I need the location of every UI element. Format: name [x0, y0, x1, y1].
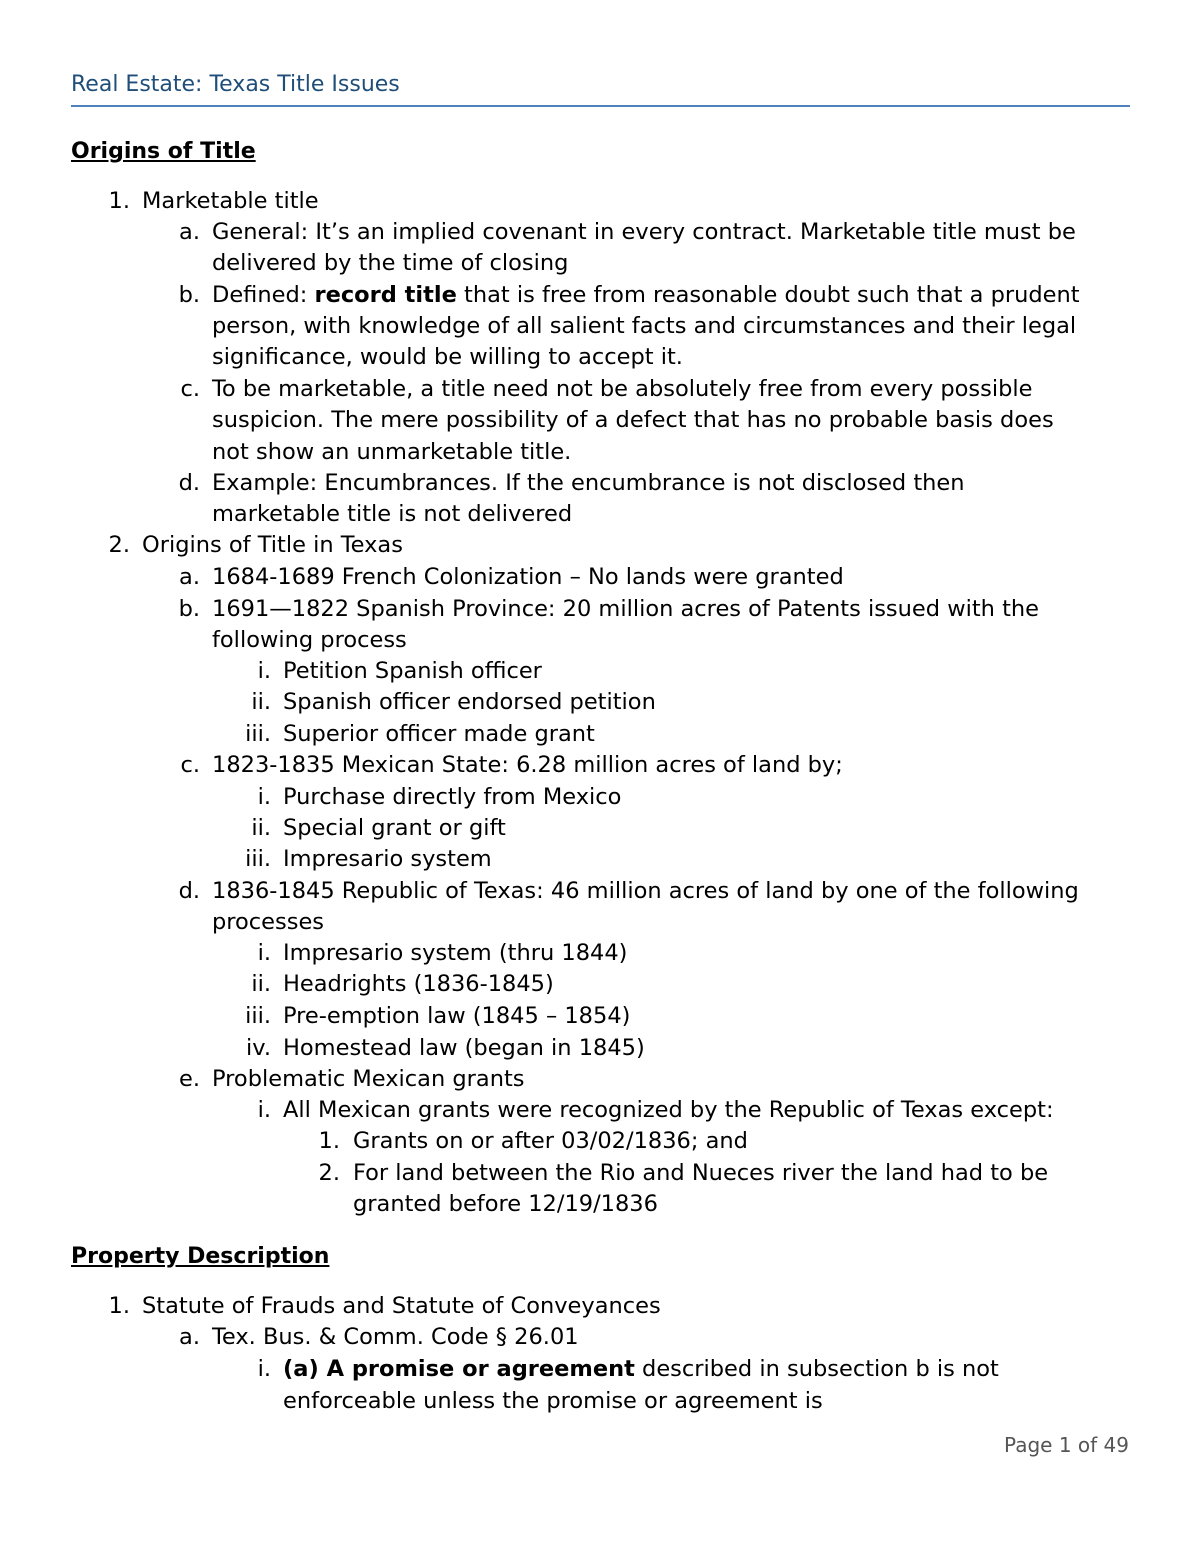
list-marker: ii.: [251, 689, 271, 715]
list-marker: iii.: [245, 1003, 271, 1029]
list-marker: d.: [178, 878, 200, 904]
list-marker: iii.: [245, 846, 271, 872]
list-item-text: Marketable title: [142, 188, 319, 214]
list-item-text: person, with knowledge of all salient facts and circumstances and their legal: [212, 313, 1077, 339]
list-item-text: To be marketable, a title need not be absolutely free from every possible: [212, 376, 1033, 402]
list-item-text: 1691—1822 Spanish Province: 20 million acres of Patents issued with the: [212, 596, 1040, 622]
list-item-text: marketable title is not delivered: [212, 501, 573, 527]
list-marker: d.: [178, 470, 200, 496]
list-item-text: Purchase directly from Mexico: [283, 784, 622, 810]
section-heading-property: Property Description: [71, 1244, 330, 1269]
list-item-text: 1836-1845 Republic of Texas: 46 million acres of land by one of the following: [212, 878, 1079, 904]
list-marker: i.: [257, 1097, 271, 1123]
list-item-text: [212, 280, 1080, 311]
list-item-text: Petition Spanish officer: [283, 658, 542, 684]
list-marker: iv.: [246, 1035, 271, 1061]
document-header-title: Real Estate: Texas Title Issues: [71, 72, 400, 97]
list-item-text: Impresario system: [283, 846, 492, 872]
list-marker: a.: [179, 219, 200, 245]
list-item-text: Homestead law (began in 1845): [283, 1035, 645, 1061]
list-marker: ii.: [251, 815, 271, 841]
list-item-text: Impresario system (thru 1844): [283, 940, 628, 966]
list-marker: 1.: [108, 188, 130, 214]
list-item-text: Special grant or gift: [283, 815, 506, 841]
list-marker: i.: [257, 940, 271, 966]
text-run: described in subsection b is not: [634, 1356, 999, 1382]
text-run: that is free from reasonable doubt such that a prudent: [456, 282, 1080, 308]
list-marker: a.: [179, 1324, 200, 1350]
list-marker: 2.: [108, 532, 130, 558]
list-marker: c.: [180, 752, 200, 778]
list-item-text: not show an unmarketable title.: [212, 439, 572, 465]
list-marker: ii.: [251, 971, 271, 997]
section-heading-origins: Origins of Title: [71, 139, 256, 164]
list-marker: iii.: [245, 721, 271, 747]
list-item-text: following process: [212, 627, 407, 653]
list-item-text: Pre-emption law (1845 – 1854): [283, 1003, 631, 1029]
list-item-text: Example: Encumbrances. If the encumbrance is not disclosed then: [212, 470, 965, 496]
header-divider: [71, 105, 1130, 107]
list-item-text: All Mexican grants were recognized by the Republic of Texas except:: [283, 1097, 1054, 1123]
bold-term-promise-agreement: (a) A promise or agreement: [283, 1356, 635, 1382]
list-item-text: Origins of Title in Texas: [142, 532, 403, 558]
list-item-text: General: It’s an implied covenant in every contract. Marketable title must be: [212, 219, 1076, 245]
list-item-text: Spanish officer endorsed petition: [283, 689, 656, 715]
list-marker: c.: [180, 376, 200, 402]
list-marker: i.: [257, 658, 271, 684]
page-number: Page 1 of 49: [1004, 1433, 1129, 1457]
list-item-text: enforceable unless the promise or agreement is: [283, 1388, 823, 1414]
list-marker: 2.: [318, 1160, 340, 1186]
list-marker: 1.: [318, 1128, 340, 1154]
list-item-text: [283, 1354, 999, 1385]
list-item-text: granted before 12/19/1836: [353, 1191, 658, 1217]
list-item-text: Headrights (1836-1845): [283, 971, 554, 997]
text-run: Defined:: [212, 282, 315, 308]
bold-term-record-title: record title: [314, 282, 457, 308]
list-marker: 1.: [108, 1293, 130, 1319]
list-item-text: processes: [212, 909, 325, 935]
list-marker: i.: [257, 1356, 271, 1382]
list-marker: b.: [178, 596, 200, 622]
list-item-text: significance, would be willing to accept it.: [212, 344, 683, 370]
list-item-text: delivered by the time of closing: [212, 250, 569, 276]
list-marker: e.: [179, 1066, 200, 1092]
list-item-text: Statute of Frauds and Statute of Conveyances: [142, 1293, 661, 1319]
list-item-text: 1684-1689 French Colonization – No lands were granted: [212, 564, 844, 590]
list-item-text: suspicion. The mere possibility of a defect that has no probable basis does: [212, 407, 1054, 433]
list-item-text: Problematic Mexican grants: [212, 1066, 525, 1092]
list-item-text: Superior officer made grant: [283, 721, 595, 747]
list-item-text: For land between the Rio and Nueces river the land had to be: [353, 1160, 1049, 1186]
list-marker: i.: [257, 784, 271, 810]
list-item-text: 1823-1835 Mexican State: 6.28 million acres of land by;: [212, 752, 843, 778]
list-marker: a.: [179, 564, 200, 590]
list-item-text: Tex. Bus. & Comm. Code § 26.01: [212, 1324, 579, 1350]
list-marker: b.: [178, 282, 200, 308]
list-item-text: Grants on or after 03/02/1836; and: [353, 1128, 748, 1154]
